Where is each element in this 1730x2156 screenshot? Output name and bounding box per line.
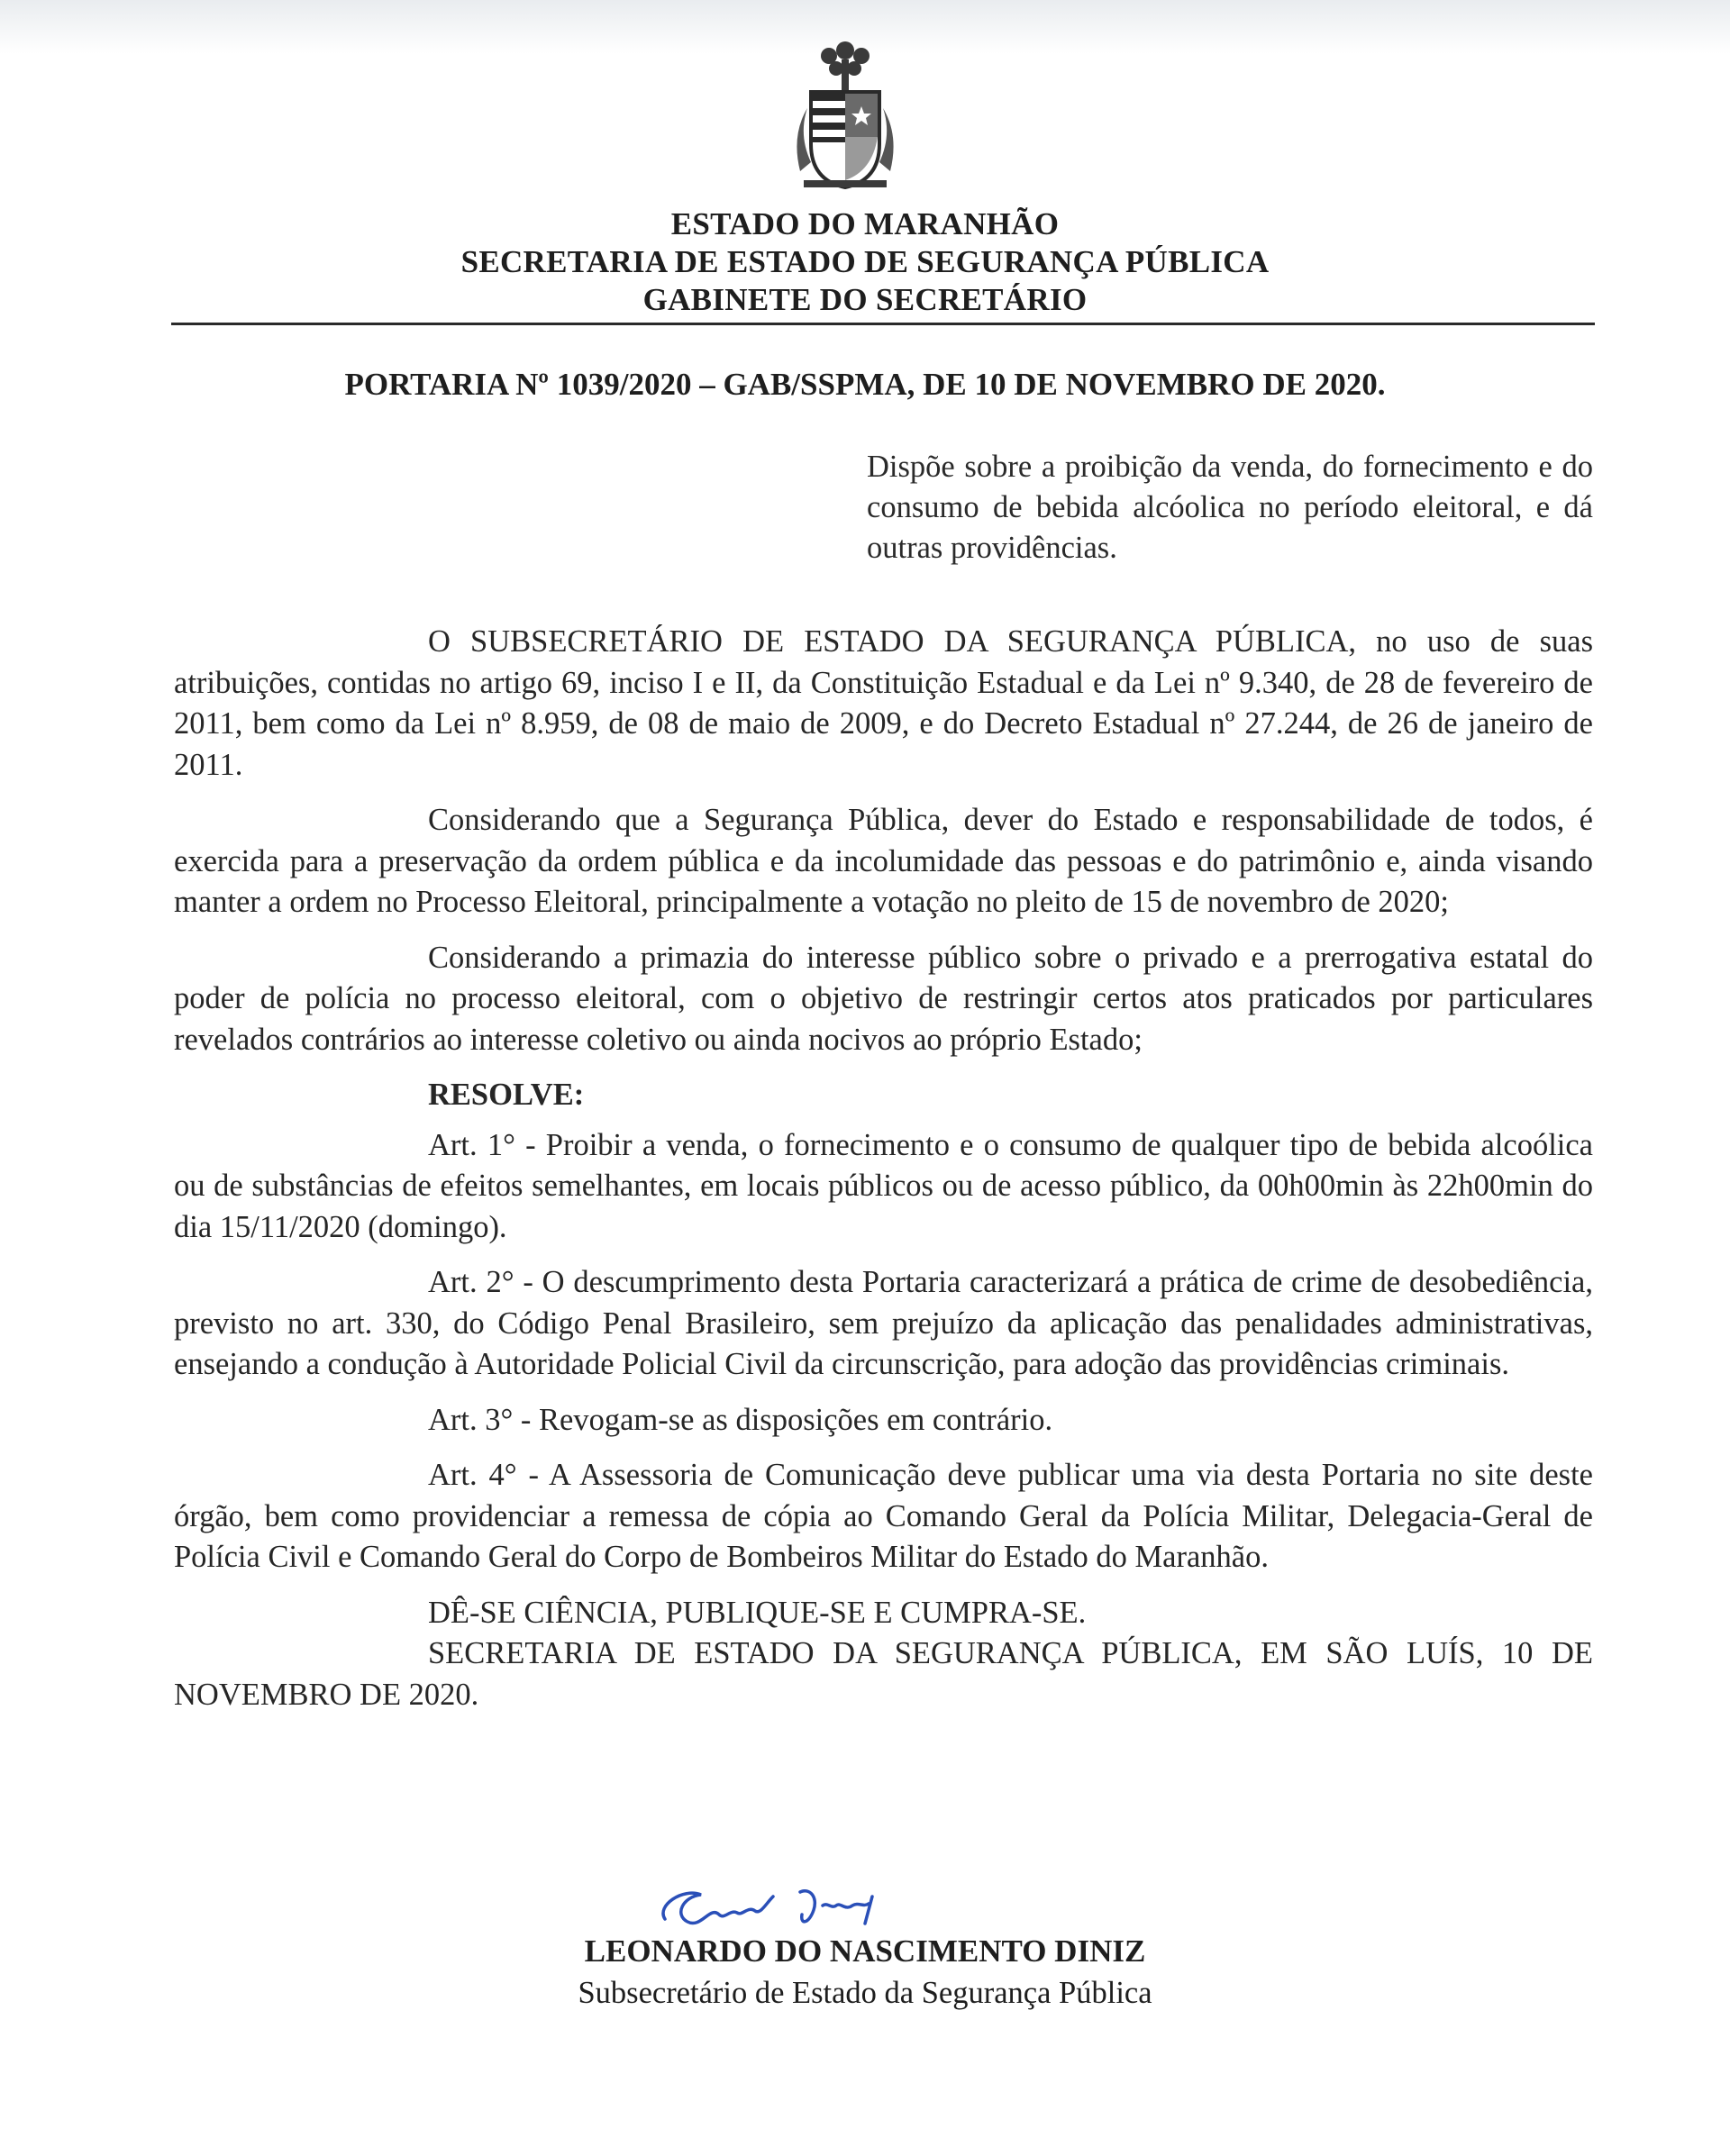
header-divider (171, 323, 1595, 325)
coat-of-arms-icon (764, 36, 926, 198)
article-2: Art. 2° - O descumprimento desta Portaria caracterizará a prática de crime de desobediência, previsto no art. 330, do Código Penal Brasileiro, sem prejuízo da aplicação das penalidades administrativas, ensejando a condução à Autoridade Policial Civil da circunscrição, para adoção das providências criminais. (174, 1265, 1593, 1381)
considerando-paragraph-2: Considerando a primazia do interesse público sobre o privado e a prerrogativa estatal do poder de polícia no processo eleitoral, com o objetivo de restringir certos atos praticados por particulares revelados contrários ao interesse coletivo ou ainda nocivos ao próprio Estado; (174, 940, 1593, 1057)
signer-name: LEONARDO DO NASCIMENTO DINIZ (584, 1933, 1146, 1969)
letterhead-state: ESTADO DO MARANHÃO (670, 206, 1060, 241)
closing-line-1: DÊ-SE CIÊNCIA, PUBLIQUE-SE E CUMPRA-SE. (428, 1595, 1087, 1630)
handwritten-signature-icon (647, 1869, 917, 1942)
preamble-paragraph: O SUBSECRETÁRIO DE ESTADO DA SEGURANÇA PÚBLICA, no uso de suas atribuições, contidas no artigo 69, inciso I e II, da Constituição Estadual e da Lei nº 9.340, de 28 de fevereiro de 2011, bem como da Lei nº 8.959, de 08 de maio de 2009, e do Decreto Estadual nº 27.244, de 26 de janeiro de 2011. (174, 624, 1593, 782)
ementa-summary: Dispõe sobre a proibição da venda, do fornecimento e do consumo de bebida alcóolica no período eleitoral, e dá outras providências. (867, 450, 1593, 565)
closing-line-2: SECRETARIA DE ESTADO DA SEGURANÇA PÚBLICA, EM SÃO LUÍS, 10 DE NOVEMBRO DE 2020. (174, 1636, 1593, 1712)
letterhead-cabinet: GABINETE DO SECRETÁRIO (642, 282, 1088, 317)
article-1: Art. 1° - Proibir a venda, o fornecimento e o consumo de qualquer tipo de bebida alcoólica ou de substâncias de efeitos semelhantes, em locais públicos ou de acesso público, da 00h00min às 22h00min do dia 15/11/2020 (domingo). (174, 1127, 1593, 1244)
document-body (174, 622, 1593, 1730)
considerando-paragraph-1: Considerando que a Segurança Pública, dever do Estado e responsabilidade de todos, é exercida para a preservação da ordem pública e da incolumidade das pessoas e do patrimônio e, ainda visando manter a ordem no Processo Eleitoral, principalmente a votação no pleito de 15 de novembro de 2020; (174, 803, 1593, 919)
signer-role: Subsecretário de Estado da Segurança Pública (578, 1976, 1152, 2010)
letterhead (0, 205, 1730, 319)
document-title: PORTARIA Nº 1039/2020 – GAB/SSPMA, DE 10 DE NOVEMBRO DE 2020. (344, 367, 1386, 402)
article-4: Art. 4° - A Assessoria de Comunicação deve publicar uma via desta Portaria no site deste órgão, bem como providenciar a remessa de cópia ao Comando Geral da Polícia Militar, Delegacia-Geral de Polícia Civil e Comando Geral do Corpo de Bombeiros Militar do Estado do Maranhão. (174, 1458, 1593, 1574)
article-3: Art. 3° - Revogam-se as disposições em contrário. (428, 1402, 1053, 1437)
letterhead-secretariat: SECRETARIA DE ESTADO DE SEGURANÇA PÚBLICA (460, 244, 1270, 279)
resolve-heading: RESOLVE: (428, 1078, 585, 1112)
